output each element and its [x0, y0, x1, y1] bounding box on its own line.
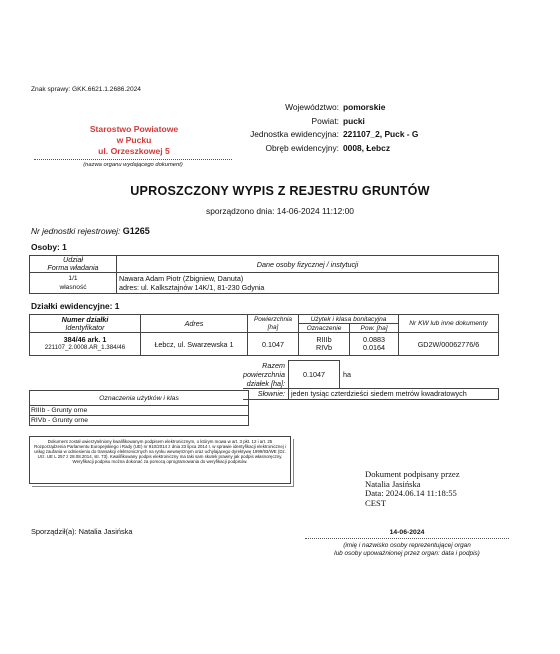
legal-notice: Dokument został uwierzytelniony kwalifikowanym podpisem elektronicznym, o którym mowa w art. 3 pkt. 12 i art. 25 Rozporządzenia Parlamentu Europejskiego i Rady (UE) nr 910/2014 z dnia 23 lipca 2014 r. w sprawie identyfikacji elektronicznej i usług zaufania w odniesieniu do transakcji elektronicznych na rynku wewnętrznym oraz uchylającego dyrektywę 1999/93/WE (Dz. Urz. UE L 257 z 28.08.2014, str. 73). Kwalifikowany podpis elektroniczny ma taki sam skutek prawny jak podpis własnoręczny. Weryfikacji podpisu można dokonać za pomocą oprogramowania do weryfikacji podpisów. [29, 436, 291, 484]
land-use-header: Oznaczenia użytków i klas [30, 391, 249, 406]
prepared-by: Sporządził(a): Natalia Jasińska [31, 527, 133, 536]
total-area-label: Razem powierzchnia działek [ha]: [243, 361, 288, 389]
owner-share-header [30, 256, 117, 273]
owners-count: Osoby: 1 [31, 242, 67, 252]
plot-address: Łebcz, ul. Swarzewska 1 [141, 333, 248, 356]
electronic-signature [365, 470, 460, 508]
owners-table [29, 255, 499, 294]
plot-mark-2: RIVb [316, 343, 332, 352]
owner-name: Nawara Adam Piotr (Zbigniew, Danuta) [119, 274, 244, 283]
plot-pows-cell [350, 333, 399, 356]
plot-mark-header: Oznaczenie [299, 324, 350, 333]
share-header-line2: Forma władania [47, 263, 99, 272]
plot-kw: GD2W/00062776/6 [399, 333, 499, 356]
plot-use-header: Użytek i klasa bonitacyjna [299, 315, 399, 324]
plot-number-header-1: Numer działki [61, 314, 109, 324]
land-use-row-1: RIIIb - Grunty orne [30, 406, 249, 416]
area-words-label: Słownie: [243, 388, 288, 399]
plots-count: Działki ewidencyjne: 1 [31, 301, 120, 311]
plot-mark-1: RIIIb [316, 335, 332, 344]
plot-address-header: Adres [141, 315, 248, 333]
land-use-table [29, 390, 249, 426]
precinct-value: 0008, Łebcz [343, 142, 391, 153]
plot-area-header-2: [ha] [267, 323, 279, 331]
office-divider [34, 159, 232, 160]
total-area-unit: ha [342, 369, 351, 379]
plot-kw-header: Nr KW lub inne dokumenty [399, 315, 499, 333]
plot-pow-header: Pow. [ha] [350, 324, 399, 333]
signature-line-1: Dokument podpisany przez [365, 469, 460, 479]
plot-marks-cell [299, 333, 350, 356]
signature-caption [305, 542, 509, 558]
office-line-1: Starostwo Powiatowe [89, 124, 179, 134]
precinct-label: Obręb ewidencyjny: [265, 142, 339, 153]
plot-pow-2: 0.0164 [363, 343, 385, 352]
owner-share-cell [30, 273, 117, 294]
owner-data-cell [117, 273, 499, 294]
plot-pow-1: 0.0883 [363, 335, 385, 344]
area-words-value: jeden tysiąc czterdzieści siedem metrów kwadratowych [288, 388, 498, 399]
signature-date: 14-06-2024 [389, 529, 425, 536]
unit-value: 221107_2, Puck - G [343, 129, 419, 140]
signature-line-2: Natalia Jasińska [365, 478, 421, 489]
signature-line-3: Data: 2024.06.14 11:18:55 [365, 488, 457, 499]
plots-table [29, 314, 499, 356]
unit-label: Jednostka ewidencyjna: [250, 129, 339, 140]
land-use-row-2: RIVb - Grunty orne [30, 416, 249, 426]
document-title: UPROSZCZONY WYPIS Z REJESTRU GRUNTÓW [130, 184, 430, 198]
registration-unit-value: G1265 [122, 226, 150, 236]
plot-area: 0.1047 [248, 333, 299, 356]
plot-number-header [30, 315, 141, 333]
office-line-3: ul. Orzeszkowej 5 [98, 146, 170, 156]
signature-line-4: CEST [365, 497, 387, 508]
plot-identifier: 221107_2.0008.AR_1.384/46 [44, 344, 126, 351]
signature-caption-1: (imię i nazwisko osoby reprezentującej organ [343, 542, 471, 549]
registration-unit-label: Nr jednostki rejestrowej: [31, 226, 121, 236]
voivodeship-label: Województwo: [285, 102, 339, 112]
case-number: Znak sprawy: GKK.6621.1.2686.2024 [31, 86, 141, 93]
plot-area-header-1: Powierzchnia [253, 315, 292, 323]
plot-number-header-2: Identyfikator [65, 322, 105, 332]
county-value: pucki [343, 115, 365, 126]
document-date: sporządzono dnia: 14-06-2024 11:12:00 [206, 206, 354, 216]
issuing-office [70, 124, 198, 157]
county-label: Powiat: [311, 115, 339, 126]
signature-divider [305, 538, 509, 539]
owner-form: własność [59, 284, 87, 291]
owner-data-header: Dane osoby fizycznej / instytucji [117, 256, 499, 273]
plot-number-cell [30, 333, 141, 356]
voivodeship-value: pomorskie [343, 102, 386, 112]
plot-number: 384/46 ark. 1 [63, 335, 107, 344]
plot-area-header [248, 315, 299, 333]
total-area-value: 0.1047 [288, 361, 339, 389]
office-line-2: w Pucku [116, 135, 152, 145]
owner-share: 1/1 [68, 275, 78, 282]
registration-unit [31, 226, 150, 236]
office-caption: (nazwa organu wydającego dokument) [83, 162, 183, 168]
registry-block [246, 101, 418, 155]
owner-address: adres: ul. Kalksztajnów 14K/1, 81-230 Gdynia [119, 283, 265, 292]
signature-caption-2: lub osoby upoważnionej przez organ: data i podpis) [334, 550, 480, 557]
share-header-line1: Udział [63, 255, 83, 264]
